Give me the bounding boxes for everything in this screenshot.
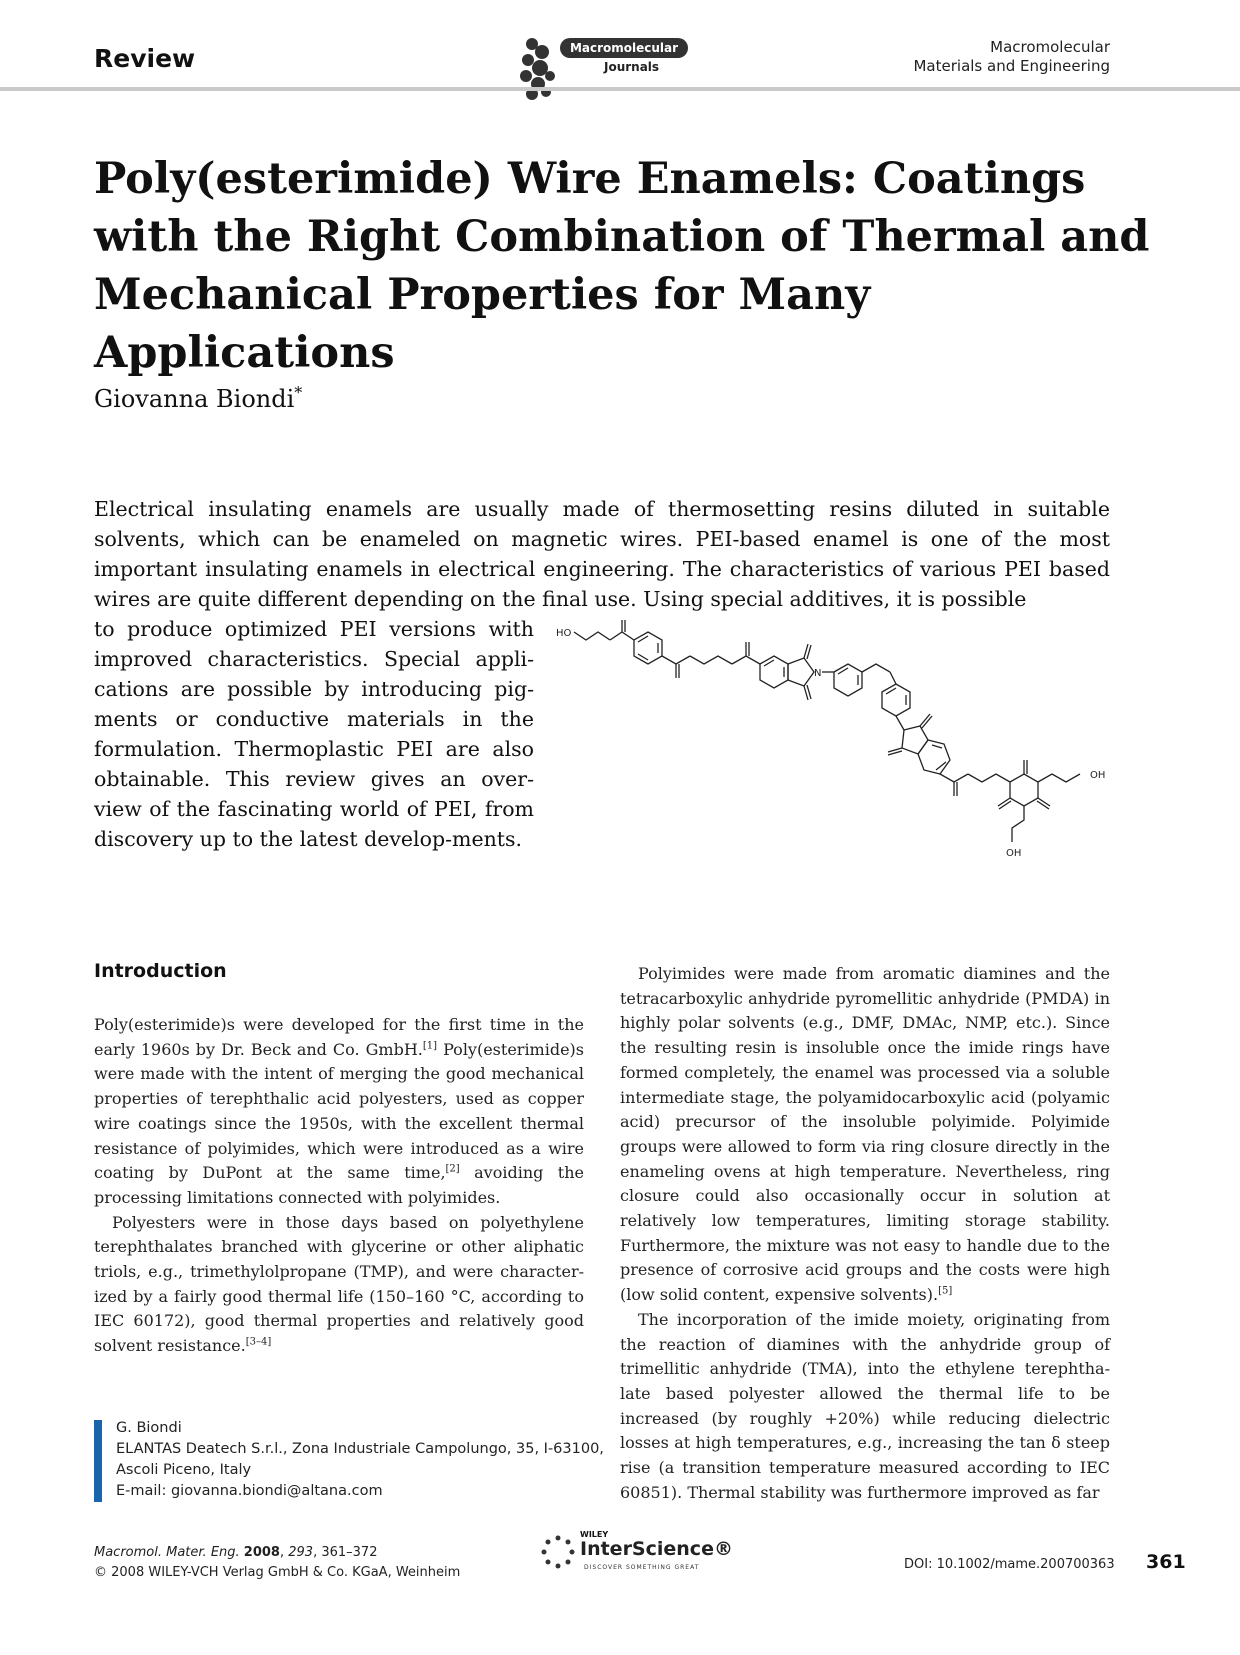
affiliation-name: G. Biondi bbox=[116, 1420, 182, 1436]
interscience-swirl-icon bbox=[540, 1534, 576, 1570]
right-column bbox=[620, 962, 1110, 1505]
corresponding-mark: * bbox=[294, 383, 303, 402]
doi[interactable]: DOI: 10.1002/mame.200700363 bbox=[904, 1557, 1115, 1572]
journal-name-line2: Materials and Engineering bbox=[913, 57, 1110, 75]
paragraph: Polyimides were made from aromatic diamines and the tetracarboxylic anhydride pyromellitic anhydride (PMDA) in highly polar solvents (e.g., DMF, DMAc, NMP, etc.). Since the resulting resin is insoluble once the imide rings have formed completely, the enamel was processed via a soluble intermediate stage, the polyamidocarboxylic acid (polyamic acid) precursor of the insoluble polyimide. Polyimide groups were allowed to form via ring closure directly in the enameling ovens at high temperature. Nevertheless, ring closure could also occasionally occur in solution at relatively low temperatures, limiting storage stability. Furthermore, the mixture was not easy to handle due to the presence of corrosive acid groups and the costs were high (low solid content, expensive solvents).[5] bbox=[620, 964, 1110, 1305]
logo-subtitle: Journals bbox=[604, 60, 660, 74]
affiliation-address: ELANTAS Deatech S.r.l., Zona Industriale Campolungo, 35, I-63100, bbox=[116, 1441, 604, 1457]
paragraph: The incorporation of the imide moiety, originating from the reaction of diamines with the anhydride group of trimellitic anhydride (TMA), into the ethylene terephtha-late based polyester allowed the thermal life to be increased (by roughly +20%) while reducing dielectric losses at high temperatures, e.g., increasing the tan δ steep rise (a transition temperature measured according to IEC 60851). Thermal stability was furthermore improved as far bbox=[620, 1309, 1110, 1502]
svg-text:N: N bbox=[814, 668, 822, 679]
chemical-structure-diagram bbox=[552, 620, 1122, 880]
journal-name-line1: Macromolecular bbox=[990, 38, 1110, 56]
reference-link[interactable]: [3–4] bbox=[245, 1336, 272, 1348]
left-column bbox=[94, 1013, 584, 1359]
paragraph: Polyesters were in those days based on polyethylene terephthalates branched with glycerine or other aliphatic triols, e.g., trimethylolpropane (TMP), and were character-ized by a fairly good thermal life (150–160 °C, according to IEC 60172), good thermal properties and relatively good solvent resistance.[3–4] bbox=[94, 1212, 584, 1356]
svg-text:OH: OH bbox=[1090, 770, 1106, 781]
reference-link[interactable]: [2] bbox=[445, 1163, 460, 1175]
affiliation-email[interactable]: E-mail: giovanna.biondi@altana.com bbox=[116, 1483, 383, 1499]
affiliation-bar bbox=[94, 1420, 102, 1502]
affiliation bbox=[116, 1418, 604, 1502]
paragraph: Poly(esterimide)s were developed for the first time in the early 1960s by Dr. Beck and Co. GmbH.[1] Poly(esterimide)s were made with the intent of merging the good mechanical properties of terephthalic acid polyesters, used as copper wire coatings since the 1950s, with the excellent thermal resistance of polyimides, which were introduced as a wire coating by DuPont at the same time,[2] avoiding the processing limitations connected with polyimides. bbox=[94, 1015, 585, 1207]
page-number: 361 bbox=[1146, 1551, 1186, 1573]
article-title: Poly(esterimide) Wire Enamels: Coatings with the Right Combination of Thermal and Mechanical Properties for Many Applications bbox=[94, 154, 1150, 378]
section-heading-introduction: Introduction bbox=[94, 960, 227, 982]
author-name: Giovanna Biondi bbox=[94, 385, 295, 413]
abstract-narrow: to produce optimized PEI versions with improved characteristics. Special appli-cations are possible by introducing pig-ments or conductive materials in the formulation. Thermoplastic PEI are also obtainable. This review gives an over-view of the fascinating world of PEI, from discovery up to the latest develop-ments. bbox=[94, 617, 534, 851]
svg-text:OH: OH bbox=[1006, 848, 1022, 859]
header-rule bbox=[0, 87, 1240, 91]
section-label: Review bbox=[94, 44, 196, 73]
citation-footer: Macromol. Mater. Eng. 2008, 293, 361–372 © 2008 WILEY-VCH Verlag GmbH & Co. KGaA, Weinheim bbox=[94, 1545, 461, 1580]
abstract-full-width: Electrical insulating enamels are usually made of thermosetting resins diluted in suitable solvents, which can be enameled on magnetic wires. PEI-based enamel is one of the most important insulating enamels in electrical engineering. The characteristics of various PEI based wires are quite different depending on the final use. Using special additives, it is possible bbox=[94, 497, 1110, 611]
reference-link[interactable]: [1] bbox=[422, 1040, 438, 1052]
journal-logo bbox=[512, 30, 692, 110]
affiliation-city: Ascoli Piceno, Italy bbox=[116, 1462, 252, 1478]
logo-badge: Macromolecular bbox=[560, 38, 688, 58]
svg-text:HO: HO bbox=[556, 628, 572, 639]
reference-link[interactable]: [5] bbox=[938, 1285, 953, 1297]
author bbox=[94, 383, 302, 413]
journal-name bbox=[913, 38, 1110, 76]
interscience-logo: WILEY InterScience® DISCOVER SOMETHING GREAT bbox=[540, 1530, 740, 1580]
